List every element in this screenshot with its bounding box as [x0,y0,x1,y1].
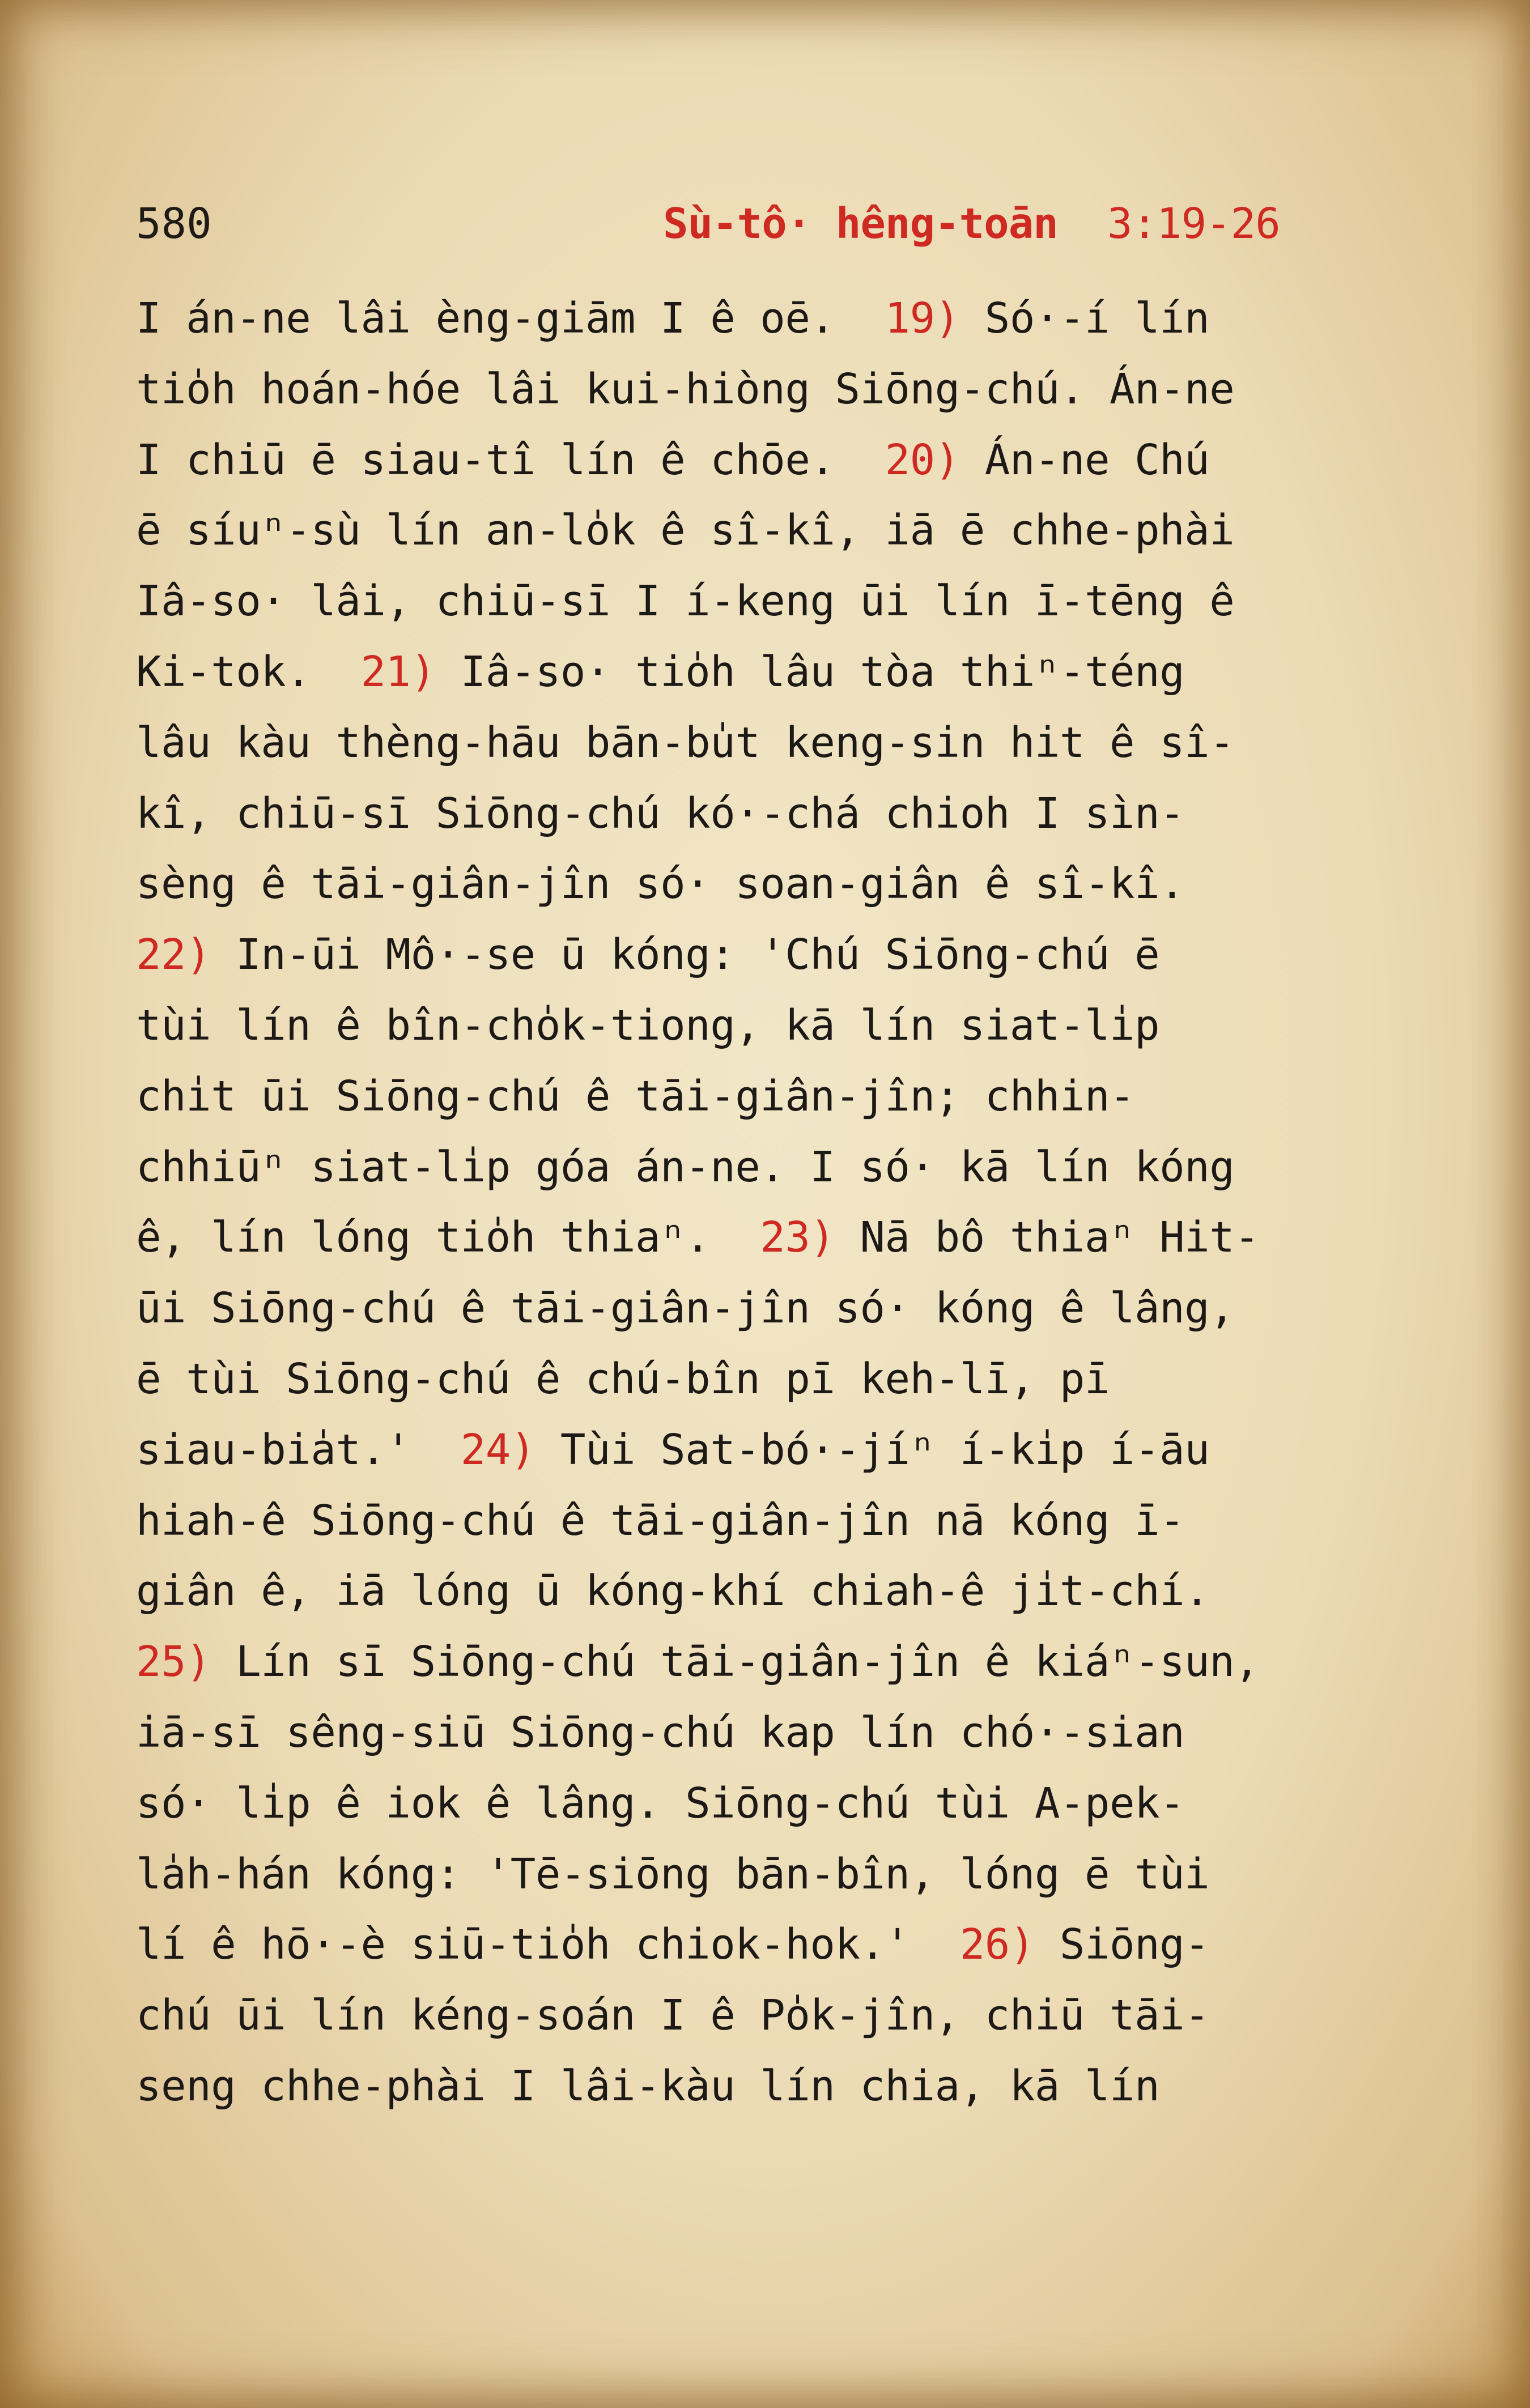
scripture-text [136,283,1400,2122]
text-line [136,1061,1400,1132]
text-line [136,990,1400,1061]
text-segment: ē tùi Siōng-chú ê chú-bîn pī keh-lī, pī [136,1354,1110,1403]
verse-number: 23) [760,1213,835,1262]
text-segment: lí ê hō·-è siū-tio̍h chiok-hok.' [136,1920,960,1969]
text-segment: Iâ-so· tio̍h lâu tòa thiⁿ-téng [435,647,1185,696]
text-segment: Só·-í lín [959,294,1210,343]
text-segment: chú ūi lín kéng-soán I ê Po̍k-jîn, chiū tāi- [136,1991,1210,2040]
text-line [136,1697,1400,1768]
text-line [136,354,1400,425]
verse-number: 22) [136,930,211,980]
chapter-reference: 3:19-26 [1107,199,1280,248]
text-line [136,425,1400,496]
text-line [136,1627,1400,1697]
text-segment: ūi Siōng-chú ê tāi-giân-jîn só· kóng ê lâng, [136,1284,1235,1333]
text-line [136,1273,1400,1344]
verse-number: 19) [885,294,960,343]
verse-number: 24) [460,1425,536,1474]
text-segment: lâu kàu thèng-hāu bān-bu̍t keng-sin hit ê sî- [136,718,1235,767]
text-line [136,1909,1400,1980]
text-line [136,1980,1400,2051]
text-line [136,637,1400,708]
text-line [136,566,1400,637]
text-segment: ē síuⁿ-sù lín an-lo̍k ê sî-kî, iā ē chhe-phài [136,506,1235,555]
text-line [136,283,1400,354]
text-segment: Tùi Sat-bó·-jíⁿ í-ki̍p í-āu [535,1425,1210,1474]
text-line [136,1839,1400,1910]
text-segment: iā-sī sêng-siū Siōng-chú kap lín chó·-sian [136,1708,1185,1757]
page-number: 580 [136,199,212,248]
verse-number: 25) [136,1637,211,1687]
text-segment: Án-ne Chú [959,435,1210,484]
text-segment: Ki-tok. [136,647,361,696]
text-segment: la̍h-hán kóng: 'Tē-siōng bān-bîn, lóng ē tùi [136,1849,1210,1899]
text-segment: siau-bia̍t.' [136,1425,461,1474]
text-line [136,920,1400,990]
text-line [136,849,1400,920]
text-line [136,1768,1400,1839]
text-line [136,1132,1400,1203]
text-segment: giân ê, iā lóng ū kóng-khí chiah-ê ji̍t-chí. [136,1567,1210,1616]
text-line [136,708,1400,778]
text-segment: I chiū ē siau-tî lín ê chōe. [136,435,885,484]
text-line [136,1202,1400,1273]
text-line [136,2051,1400,2122]
text-segment: chhiūⁿ siat-li̍p góa án-ne. I só· kā lín kóng [136,1142,1235,1192]
text-segment: kî, chiū-sī Siōng-chú kó·-chá chioh I sìn- [136,789,1185,838]
page-header [136,193,1360,255]
text-segment: tio̍h hoán-hóe lâi kui-hiòng Siōng-chú. Án-ne [136,364,1235,414]
text-line [136,1415,1400,1486]
text-segment: I án-ne lâi èng-giām I ê oē. [136,294,885,343]
text-line [136,1556,1400,1627]
verse-number: 21) [360,647,436,696]
text-segment: só· li̍p ê iok ê lâng. Siōng-chú tùi A-pek- [136,1779,1185,1828]
verse-number: 20) [885,435,960,484]
text-line [136,1344,1400,1415]
text-segment: tùi lín ê bîn-cho̍k-tiong, kā lín siat-li̍p [136,1001,1160,1050]
text-segment: Iâ-so· lâi, chiū-sī I í-keng ūi lín ī-tēng ê [136,577,1235,626]
text-segment: Nā bô thiaⁿ Hit- [835,1213,1260,1262]
text-segment: Lín sī Siōng-chú tāi-giân-jîn ê kiáⁿ-sun, [211,1637,1260,1687]
text-segment: chi̍t ūi Siōng-chú ê tāi-giân-jîn; chhin- [136,1071,1135,1121]
text-segment: In-ūi Mô·-se ū kóng: 'Chú Siōng-chú ē [211,930,1160,980]
text-segment: hiah-ê Siōng-chú ê tāi-giân-jîn nā kóng ī- [136,1496,1185,1545]
text-segment: ê, lín lóng tio̍h thiaⁿ. [136,1213,760,1262]
verse-number: 26) [959,1920,1035,1969]
text-line [136,778,1400,849]
text-line [136,495,1400,566]
text-segment: seng chhe-phài I lâi-kàu lín chia, kā lín [136,2061,1160,2111]
text-line [136,1486,1400,1556]
book-title: Sù-tô· hêng-toān [663,199,1058,248]
running-head [663,193,1280,255]
text-segment: sèng ê tāi-giân-jîn só· soan-giân ê sî-kî. [136,860,1185,909]
text-segment: Siōng- [1034,1920,1210,1969]
